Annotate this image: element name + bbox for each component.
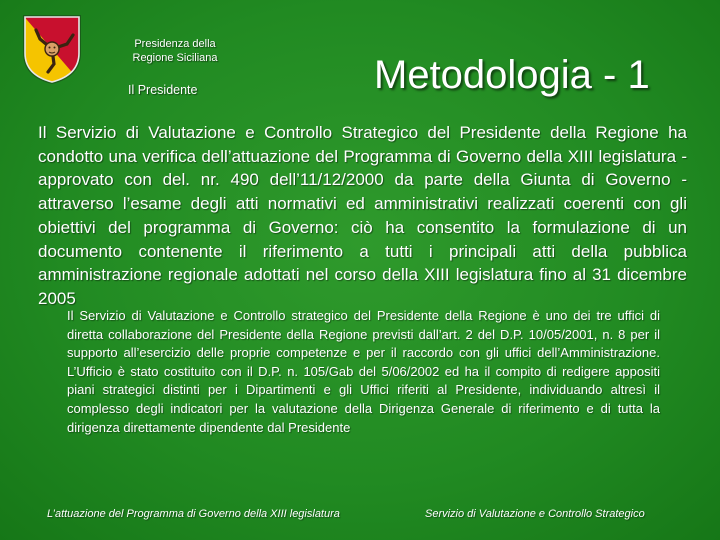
- footer-left-caption: L’attuazione del Programma di Governo della XIII legislatura: [47, 508, 340, 520]
- trinacria-coat-of-arms-icon: [21, 13, 83, 85]
- slide-title: Metodologia - 1: [374, 53, 650, 97]
- footer-right-caption: Servizio di Valutazione e Controllo Strategico: [425, 508, 645, 520]
- org-line-1: Presidenza della: [134, 38, 216, 50]
- secondary-paragraph: Il Servizio di Valutazione e Controllo strategico del Presidente della Regione è uno dei tre uffici di diretta collaborazione del Presidente della Regione previsti dall’art. 2 del D.P. 10/05/2001, n. 8 per il supporto all’esercizio delle proprie competenze e per il raccordo con gli uffici dell’Amministrazione. L’Ufficio è stato costituito con il D.P. n. 105/Gab del 5/06/2002 ed ha il compito di redigere appositi piani strategici distinti per i Dipartimenti e gli Uffici riferiti al Presidente, individuando altresì il complesso degli indicatori per la valutazione della Dirigenza Generale di riferimento e di tutta la dirigenza direttamente dipendente dal Presidente: [67, 308, 660, 435]
- president-label: Il Presidente: [128, 83, 198, 97]
- organization-name: [112, 37, 238, 65]
- org-line-2: Regione Siciliana: [132, 52, 218, 64]
- main-paragraph: Il Servizio di Valutazione e Controllo Strategico del Presidente della Regione ha condotto una verifica dell’attuazione del Programma di Governo della XIII legislatura - approvato con del. nr. 490 dell’11/12/2000 da parte della Giunta di Governo - attraverso l’esame degli atti normativi ed amministrativi realizzati coerenti con gli obiettivi del programma di Governo: ciò ha consentito la formulazione di un documento contenente il riferimento a tutti i principali atti della pubblica amministrazione regionale adottati nel corso della XIII legislatura fino al 31 dicembre 2005: [38, 123, 687, 308]
